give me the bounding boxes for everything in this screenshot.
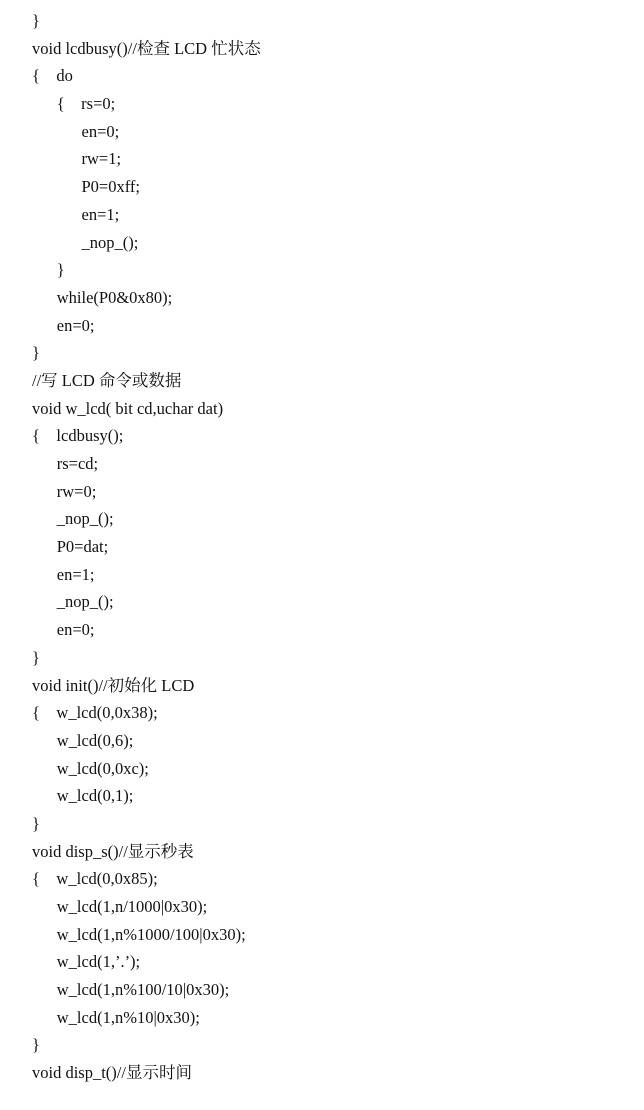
code-line: { w_lcd(0,0x38); [32,703,158,723]
code-line: w_lcd(0,6); [32,730,134,750]
code-line: void disp_s()//显示秒表 [32,841,194,861]
code-line: w_lcd(0,1); [32,786,134,806]
code-line: void lcdbusy()//检查 LCD 忙状态 [32,38,261,58]
code-line: } [32,813,40,833]
code-line: w_lcd(1,’.’); [32,952,141,972]
code-line: rs=cd; [32,454,99,473]
code-line: P0=0xff; [32,177,141,197]
code-line: en=1; [32,564,95,584]
code-line: w_lcd(1,n%10|0x30); [32,1007,200,1027]
code-line: _nop_(); [32,232,139,252]
code-line: void init()//初始化 LCD [32,675,195,695]
code-line: void disp_t()//显示时间 [32,1063,192,1083]
code-line: rw=0; [32,481,97,501]
code-line: w_lcd(1,n/1000|0x30); [32,897,208,916]
code-line: { lcdbusy(); [32,426,124,446]
code-line: //写 LCD 命令或数据 [32,370,182,390]
code-line: { w_lcd(0,0x85); [32,869,158,889]
code-line: _nop_(); [32,592,114,612]
code-line: _nop_(); [32,509,114,529]
code-line: en=0; [32,315,95,335]
code-line: w_lcd(1,n%1000/100|0x30); [32,924,246,944]
code-line: while(P0&0x80); [32,287,173,307]
code-line: void w_lcd( bit cd,uchar dat) [32,398,224,418]
code-line: } [32,11,40,30]
code-line: P0=dat; [32,537,109,557]
code-line: } [32,1035,40,1055]
code-line: w_lcd(0,0xc); [32,758,149,778]
code-line: en=0; [32,121,120,141]
code-line: en=1; [32,204,120,224]
code-line: } [32,647,40,667]
code-line: rw=1; [32,149,122,169]
code-line: } [32,343,40,363]
code-listing [32,7,261,1087]
code-line: { rs=0; [32,94,116,114]
code-line: w_lcd(1,n%100/10|0x30); [32,980,230,1000]
code-line: { do [32,66,73,86]
code-line: en=0; [32,620,95,640]
code-line: } [32,260,65,280]
